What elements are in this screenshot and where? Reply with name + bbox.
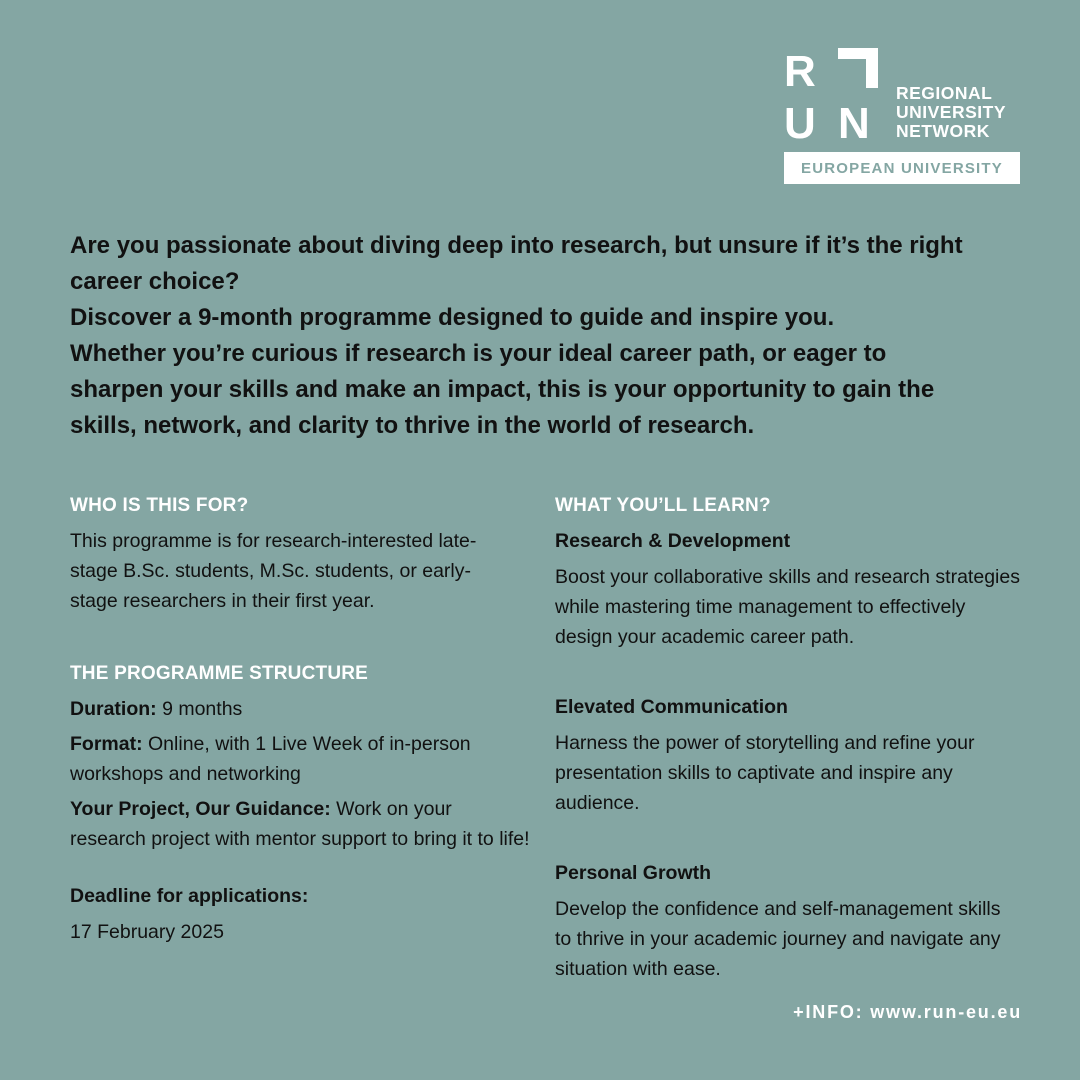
logo-wordmark	[896, 84, 1006, 141]
project-value: Work on your research project with mentor support to bring it to life!	[70, 798, 530, 850]
project-label: Your Project, Our Guidance:	[70, 798, 331, 820]
run-logo	[784, 48, 1020, 184]
learn-heading: WHAT YOU’LL LEARN?	[555, 495, 771, 516]
topic-growth-title: Personal Growth	[555, 862, 712, 884]
format-label: Format:	[70, 733, 143, 755]
run-logo-mark	[784, 48, 884, 140]
structure-project	[70, 794, 530, 854]
intro-discover: Discover a 9-month programme designed to guide and inspire you.	[70, 304, 835, 331]
topic-growth-text: Develop the confidence and self-management skills to thrive in your academic journey and navigate any situation with ease.	[555, 898, 1001, 980]
intro-question: Are you passionate about diving deep into research, but unsure if it’s the right career choice?	[70, 232, 963, 295]
logo-european-university-bar: EUROPEAN UNIVERSITY	[784, 152, 1020, 184]
logo-line-regional: REGIONAL	[896, 83, 993, 103]
logo-corner-shape	[838, 48, 878, 88]
topic-communication-title: Elevated Communication	[555, 696, 788, 718]
logo-letter-r: R	[784, 48, 816, 96]
left-column	[70, 492, 530, 947]
deadline-date: 17 February 2025	[70, 921, 224, 943]
duration-value: 9 months	[156, 698, 243, 720]
intro-text	[70, 228, 970, 444]
topic-research-title: Research & Development	[555, 530, 791, 552]
structure-duration	[70, 694, 530, 724]
right-column	[555, 492, 1035, 984]
who-text: This programme is for research-interested late-stage B.Sc. students, M.Sc. students, or early-stage researchers in their first year.	[70, 530, 477, 612]
format-value: Online, with 1 Live Week of in-person workshops and networking	[70, 733, 471, 785]
topic-communication-text: Harness the power of storytelling and refine your presentation skills to captivate and inspire any audience.	[555, 732, 975, 814]
who-heading: WHO IS THIS FOR?	[70, 495, 249, 516]
intro-opportunity: Whether you’re curious if research is your ideal career path, or eager to sharpen your skills and make an impact, this is your opportunity to gain the skills, network, and clarity to thrive in the world of research.	[70, 340, 935, 439]
structure-heading: THE PROGRAMME STRUCTURE	[70, 663, 369, 684]
duration-label: Duration:	[70, 698, 157, 720]
logo-line-university: UNIVERSITY	[896, 102, 1007, 122]
logo-letter-n: N	[838, 99, 870, 140]
structure-format	[70, 729, 530, 789]
topic-research-text: Boost your collaborative skills and research strategies while mastering time management to effectively design your academic career path.	[555, 566, 1020, 648]
deadline-label: Deadline for applications:	[70, 885, 309, 907]
logo-letter-u: U	[784, 99, 816, 140]
info-link[interactable]: +INFO: www.run-eu.eu	[793, 1002, 1022, 1022]
logo-line-network: NETWORK	[896, 121, 990, 141]
